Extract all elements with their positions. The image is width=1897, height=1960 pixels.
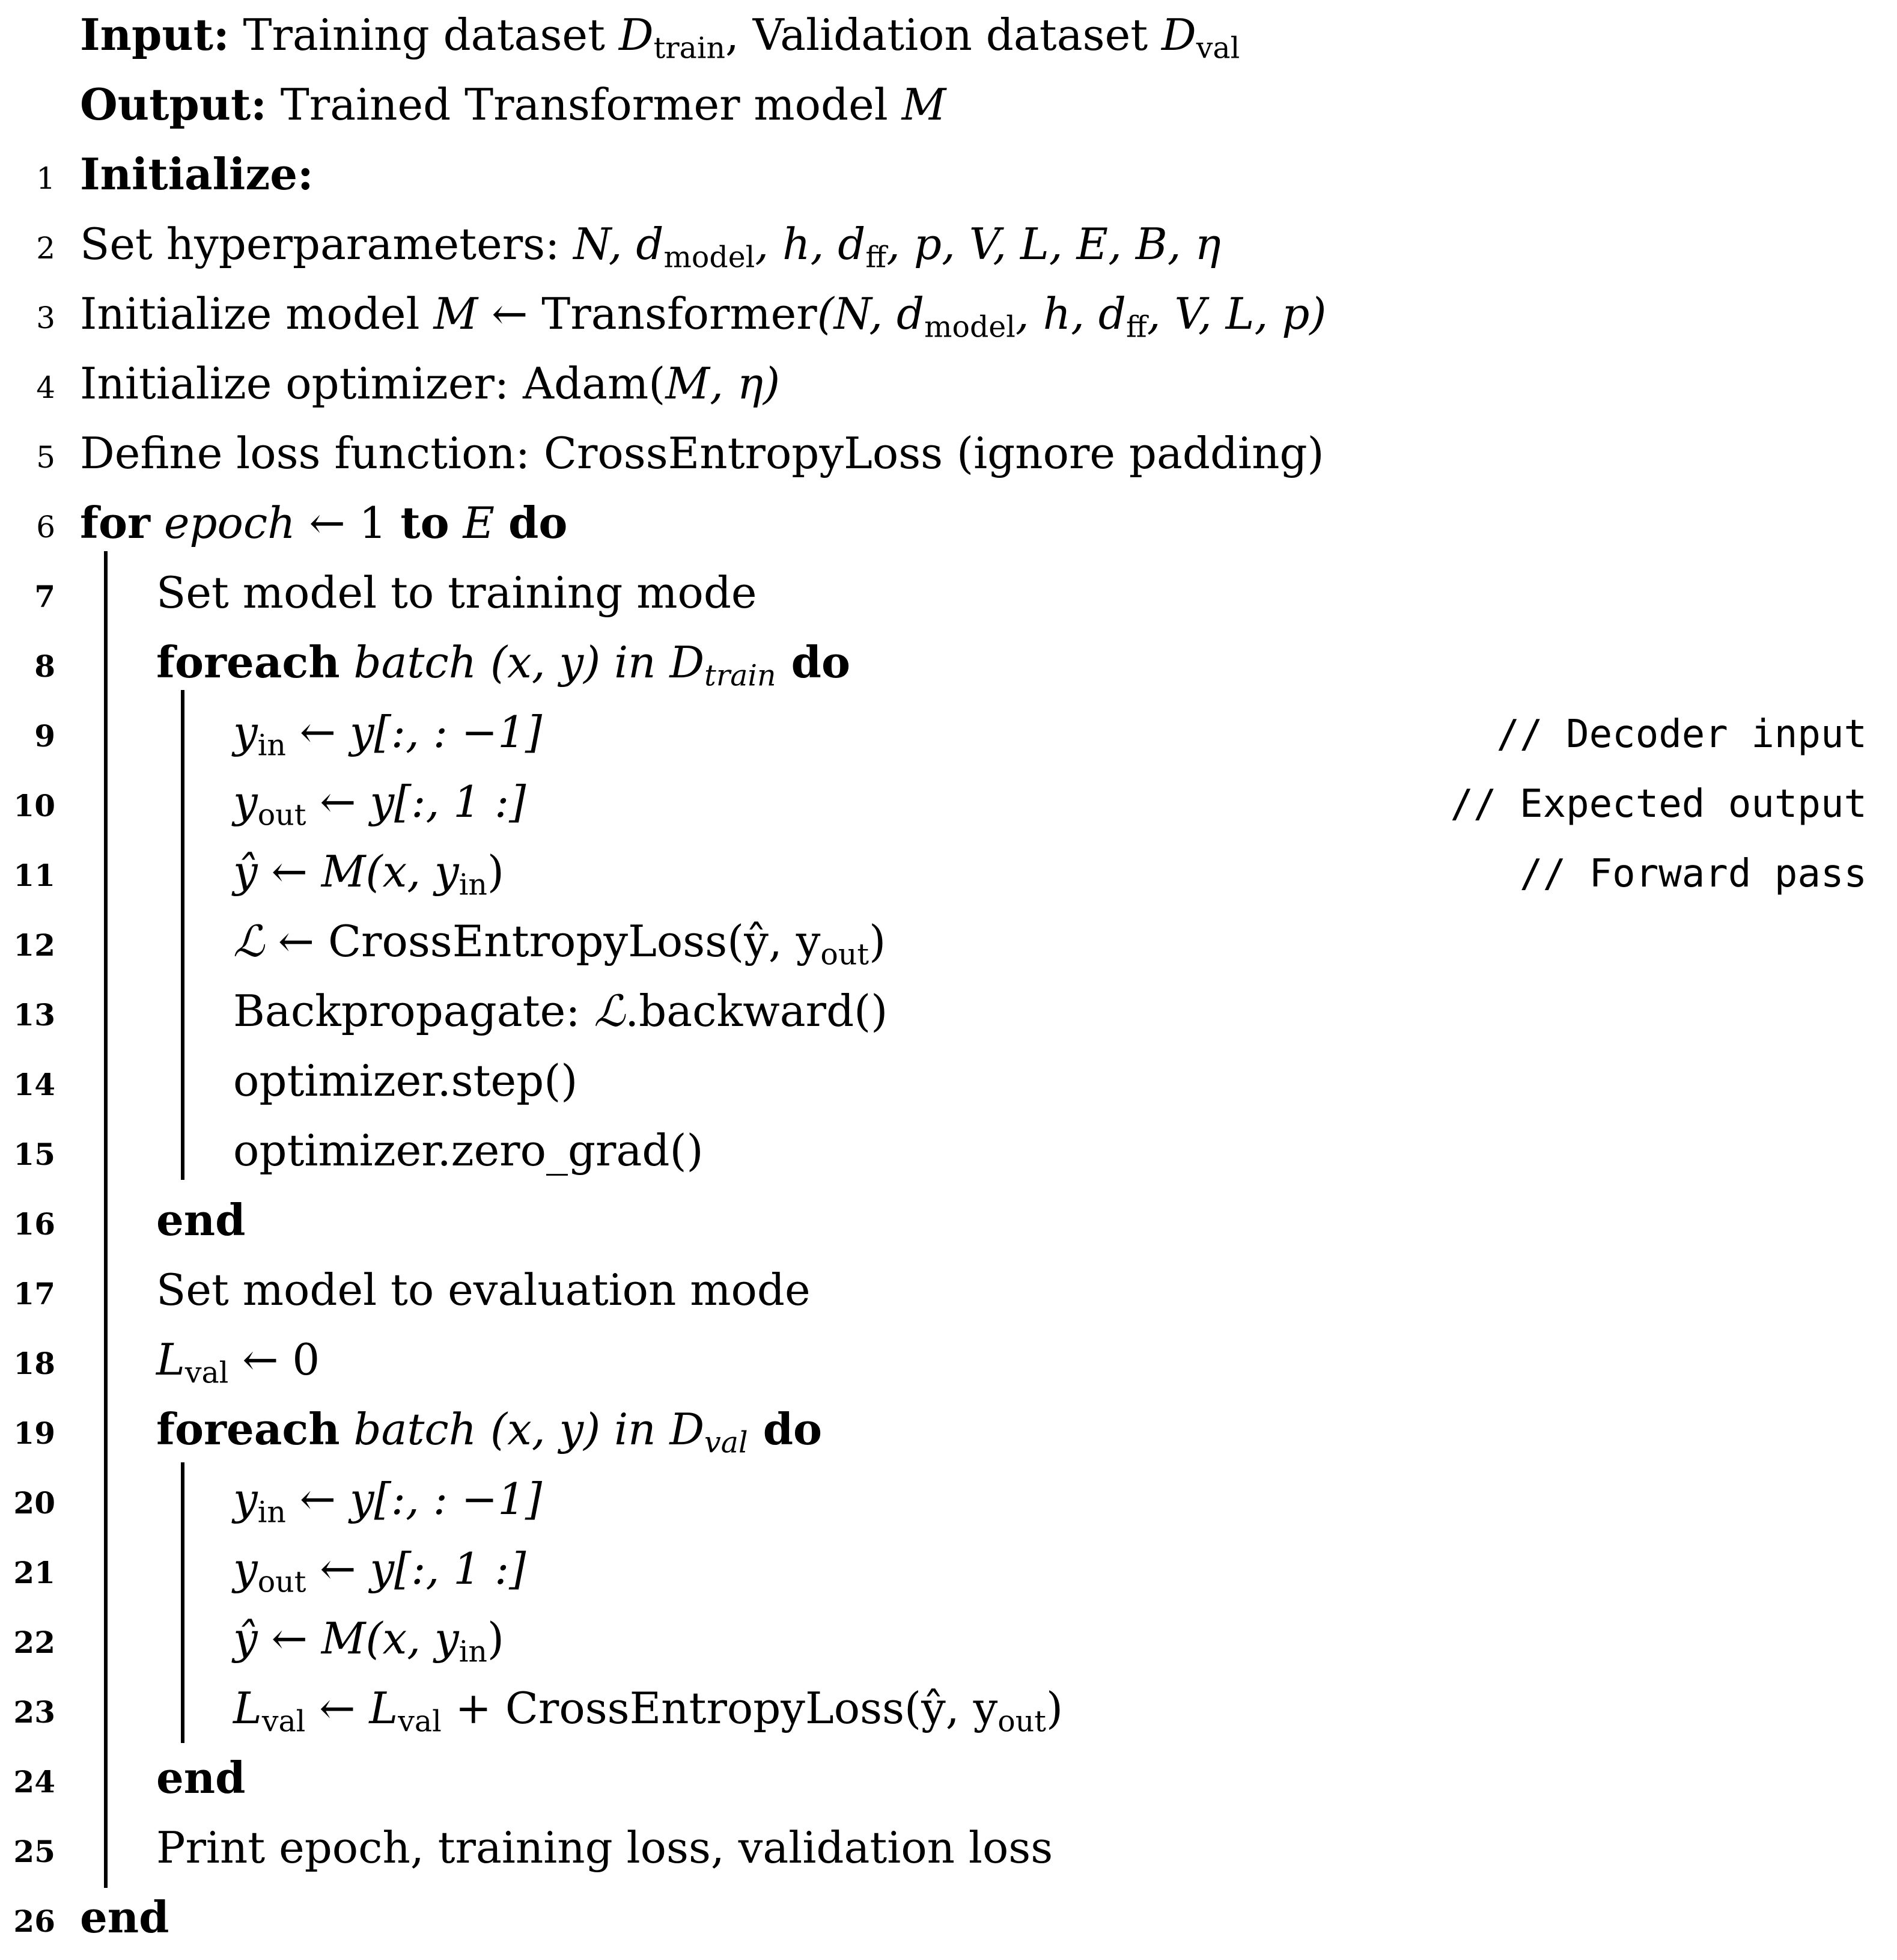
algorithm-line (0, 1046, 1897, 1116)
line-number: 21 (13, 1555, 55, 1590)
keyword: foreach (156, 1403, 340, 1455)
line-content (80, 358, 781, 409)
subscript: out (997, 1704, 1046, 1739)
subscript: val (398, 1704, 442, 1739)
line-content (233, 1474, 543, 1530)
line-content (156, 1334, 320, 1390)
math: , V, L, p) (1146, 289, 1327, 339)
statement-text: Initialize model (80, 289, 434, 339)
subscript: val (261, 1704, 306, 1739)
line-number: 10 (13, 788, 55, 823)
block-guide-line-train-loop (181, 690, 184, 1180)
line-number: 22 (13, 1625, 55, 1660)
line-content (156, 1194, 246, 1245)
subscript: train (704, 658, 776, 693)
math: (x, y (365, 1613, 459, 1664)
subscript: ff (865, 240, 887, 275)
output-text: Trained Transformer model (266, 79, 902, 130)
math: ) (869, 916, 886, 966)
algorithm-line (0, 1394, 1897, 1464)
line-number: 6 (36, 510, 55, 545)
assign-arrow: ← 1 (295, 498, 401, 548)
algorithm-input-row (0, 0, 1897, 70)
line-number: 19 (13, 1415, 55, 1451)
subscript: val (184, 1355, 229, 1390)
model-symbol: M (665, 358, 710, 409)
line-content: optimizer.zero_grad() (233, 1125, 704, 1176)
algorithm-line (0, 627, 1897, 697)
line-content (233, 846, 504, 902)
algorithm-line (0, 418, 1897, 488)
math: ← y[:, : −1] (285, 707, 543, 757)
algorithm-line (0, 1116, 1897, 1185)
math: (N, d (817, 289, 925, 339)
statement-text: Backpropagate: (233, 986, 594, 1036)
keyword: to (400, 497, 449, 548)
algorithm-line (0, 1534, 1897, 1604)
algorithm-line (0, 697, 1897, 767)
line-number: 11 (13, 858, 55, 893)
line-content (80, 219, 1221, 275)
assign-arrow: ← (257, 1613, 321, 1664)
algorithm-line (0, 349, 1897, 418)
math: , h, d (755, 219, 866, 269)
keyword: do (748, 1403, 823, 1455)
dataset-symbol: D (618, 10, 654, 60)
math: ) (487, 846, 504, 897)
subscript: out (257, 798, 306, 832)
keyword: for (80, 497, 150, 548)
subscript: model (924, 310, 1015, 344)
algorithm-line (0, 837, 1897, 906)
algorithm-line (0, 1882, 1897, 1952)
statement-text: ← CrossEntropyLoss(ŷ, y (264, 916, 821, 966)
dataset-symbol: D (669, 637, 705, 688)
math: ) (1046, 1683, 1064, 1733)
line-content (80, 1891, 169, 1943)
line-content: Print epoch, training loss, validation loss (156, 1822, 1053, 1873)
line-content (80, 289, 1327, 344)
algorithm-line (0, 1325, 1897, 1394)
code-comment: // Decoder input (1496, 712, 1867, 757)
line-content (233, 986, 888, 1036)
subscript: out (820, 937, 869, 972)
model-symbol: M (321, 846, 366, 897)
line-number: 26 (13, 1904, 55, 1939)
line-number: 2 (36, 231, 55, 266)
math: ← y[:, 1 :] (306, 1543, 526, 1594)
loss-symbol: ℒ (233, 916, 264, 966)
algorithm-line (0, 906, 1897, 976)
line-content (233, 777, 526, 832)
math: E (449, 498, 508, 548)
model-symbol: M (901, 79, 946, 130)
math: L (156, 1334, 185, 1385)
line-content: optimizer.step() (233, 1055, 578, 1106)
math: batch (x, y) in (340, 637, 670, 688)
algorithm-line (0, 1604, 1897, 1673)
statement-text: .backward() (625, 986, 888, 1036)
math: y (233, 707, 258, 757)
line-number: 24 (13, 1764, 55, 1800)
keyword: do (776, 637, 851, 688)
output-line (80, 79, 946, 130)
line-content: Set model to training mode (156, 567, 757, 618)
math: epoch (150, 498, 296, 548)
line-content (233, 1543, 526, 1599)
algorithm-line (0, 1813, 1897, 1882)
algorithm-line (0, 139, 1897, 209)
statement-text: Set hyperparameters: (80, 219, 574, 269)
algorithm-line (0, 1185, 1897, 1255)
math: L (233, 1683, 262, 1733)
algorithm-line (0, 279, 1897, 349)
subscript: ff (1125, 310, 1147, 344)
line-number: 13 (13, 997, 55, 1033)
subscript: val (1196, 31, 1240, 66)
code-comment: // Forward pass (1520, 852, 1867, 896)
model-symbol: M (433, 289, 478, 339)
algorithm-line (0, 209, 1897, 279)
subscript: model (663, 240, 755, 275)
line-number: 5 (36, 440, 55, 475)
line-content (233, 1613, 504, 1669)
subscript: in (257, 728, 286, 763)
algorithm-line (0, 1743, 1897, 1813)
math: ŷ (233, 846, 258, 897)
statement-text: Initialize optimizer: Adam( (80, 358, 666, 409)
math: y (233, 1543, 258, 1594)
algorithm-line (0, 1255, 1897, 1325)
algorithm-line (0, 767, 1897, 837)
line-number: 4 (36, 370, 55, 405)
math: ← 0 (228, 1334, 320, 1385)
line-number: 7 (34, 579, 55, 614)
assign-arrow: ← (478, 289, 542, 339)
assign-arrow: ← (257, 846, 321, 897)
algorithm-line (0, 558, 1897, 627)
line-number: 17 (13, 1276, 55, 1311)
algorithm-line (0, 488, 1897, 558)
input-label: Input: (80, 9, 230, 60)
algorithm-line (0, 1673, 1897, 1743)
function-name: Transformer (541, 289, 817, 339)
line-number: 8 (34, 649, 55, 684)
statement-text: + CrossEntropyLoss(ŷ, y (441, 1683, 998, 1733)
math: ŷ (233, 1613, 258, 1664)
math: ← L (305, 1683, 398, 1733)
line-number: 15 (13, 1137, 55, 1172)
subscript: in (257, 1495, 286, 1530)
dataset-symbol: D (669, 1404, 705, 1455)
output-label: Output: (80, 79, 267, 130)
block-guide-line-val-loop (181, 1462, 184, 1743)
keyword: end (156, 1752, 246, 1803)
line-number: 12 (13, 927, 55, 963)
keyword: end (80, 1891, 169, 1943)
line-content: Define loss function: CrossEntropyLoss (ignore padding) (80, 428, 1324, 478)
line-content (233, 916, 886, 972)
keyword: end (156, 1194, 246, 1245)
algorithm-line (0, 1464, 1897, 1534)
keyword: do (508, 497, 568, 548)
math: , h, d (1015, 289, 1126, 339)
model-symbol: M (321, 1613, 366, 1664)
line-number: 1 (36, 161, 55, 196)
line-content (233, 707, 543, 763)
code-comment: // Expected output (1450, 782, 1867, 826)
line-content (156, 637, 851, 693)
subscript: train (653, 31, 726, 66)
line-number: 18 (13, 1346, 55, 1381)
line-number: 16 (13, 1206, 55, 1242)
block-guide-line-epoch-loop (104, 551, 108, 1888)
line-content (80, 148, 314, 200)
math: ← y[:, 1 :] (306, 777, 526, 827)
math: batch (x, y) in (340, 1404, 670, 1455)
math: (x, y (365, 846, 459, 897)
subscript: val (704, 1425, 748, 1460)
math: ← y[:, : −1] (285, 1474, 543, 1524)
line-content (156, 1403, 823, 1460)
keyword: foreach (156, 637, 340, 688)
dataset-symbol: D (1162, 10, 1196, 60)
input-text: , Validation dataset (725, 10, 1162, 60)
line-number: 20 (13, 1485, 55, 1521)
algorithm-line (0, 976, 1897, 1046)
line-number: 25 (13, 1834, 55, 1869)
math: N, d (573, 219, 664, 269)
subscript: in (458, 1634, 487, 1669)
subscript: in (458, 867, 487, 902)
line-number: 3 (36, 301, 55, 335)
line-content (80, 497, 568, 548)
input-text: Training dataset (229, 10, 619, 60)
math: y (233, 1474, 258, 1524)
math: , p, V, L, E, B, η (886, 219, 1221, 269)
line-number: 23 (13, 1694, 55, 1730)
line-number: 9 (34, 718, 55, 754)
keyword: Initialize: (80, 148, 314, 200)
subscript: out (257, 1565, 306, 1599)
line-content: Set model to evaluation mode (156, 1265, 811, 1315)
math: y (233, 777, 258, 827)
math: ) (487, 1613, 504, 1664)
line-number: 14 (13, 1067, 55, 1102)
line-content (156, 1752, 246, 1803)
line-content (233, 1683, 1064, 1739)
math: , η) (710, 358, 781, 409)
input-line (80, 9, 1240, 66)
algorithm-output-row (0, 70, 1897, 139)
loss-symbol: ℒ (594, 986, 626, 1036)
